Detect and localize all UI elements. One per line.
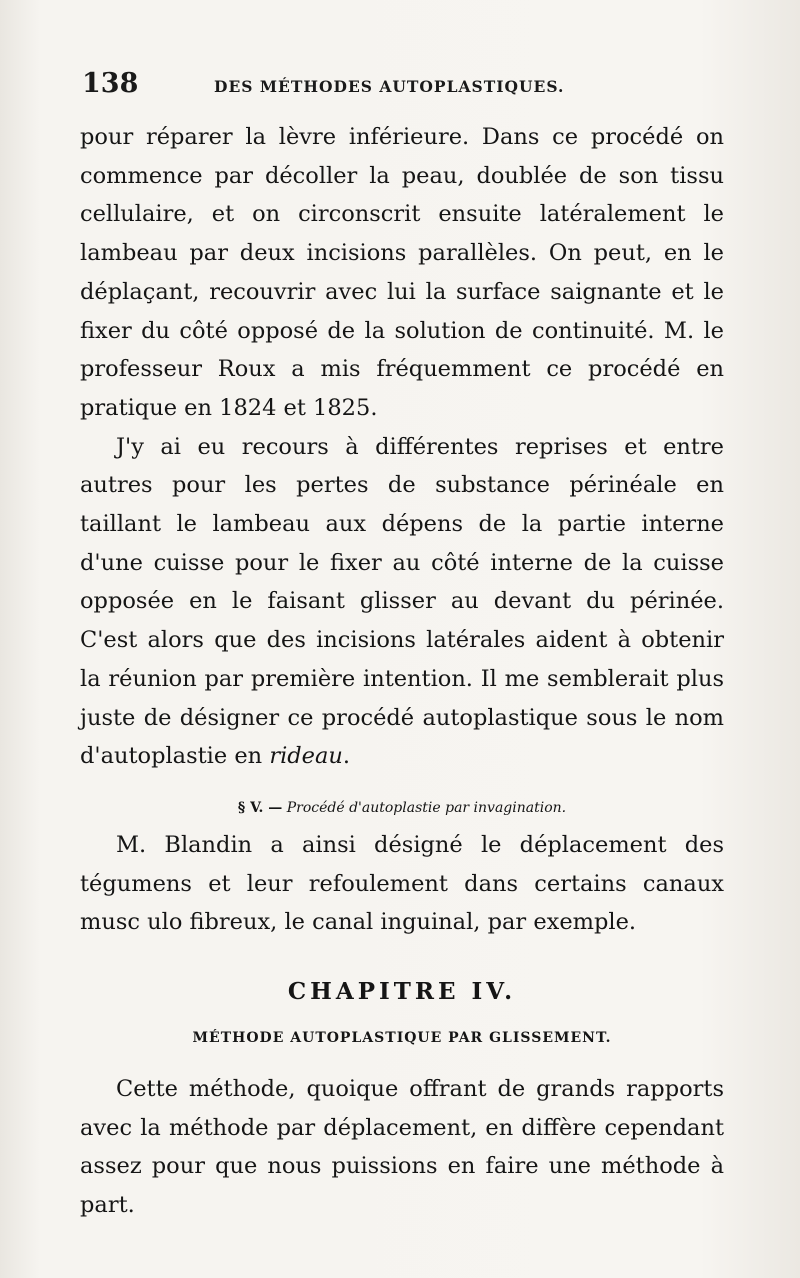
paragraph-continuation: pour réparer la lèvre inférieure. Dans ce procédé on commence par décoller la peau, doublée de son tissu cellulaire, et on circonscrit ensuite latéralement le lambeau par deux incisions parallèles. On peut, en le déplaçant, recouvrir avec lui la surface saignante et le fixer du côté opposé de la solution de continuité. M. le professeur Roux a mis fréquemment ce procédé en pratique en 1824 et 1825. <box>80 124 724 421</box>
section-heading <box>80 798 724 818</box>
section-label: § V. — <box>237 799 283 816</box>
paragraph-glissement: Cette méthode, quoique offrant de grands rapports avec la méthode par déplacement, en diffère cependant assez pour que nous puissions en faire une méthode à part. <box>80 1076 724 1219</box>
body-text <box>80 118 724 1225</box>
paragraph-rideau <box>80 428 724 776</box>
running-header <box>82 68 702 104</box>
paragraph-rideau-end: . <box>342 743 351 770</box>
chapter-title: CHAPITRE IV. <box>287 978 517 1006</box>
paragraph-rideau-italic: rideau <box>269 743 343 770</box>
running-title: DES MÉTHODES AUTOPLASTIQUES. <box>214 77 565 96</box>
page-number: 138 <box>82 68 139 99</box>
paragraph-rideau-text: J'y ai eu recours à différentes reprises et entre autres pour les pertes de substance périnéale en taillant le lambeau aux dépens de la partie interne d'une cuisse pour le fixer au côté interne de la cuisse opposée en le faisant glisser au devant du périnée. C'est alors que des incisions latérales aident à obtenir la réunion par première intention. Il me semblerait plus juste de désigner ce procédé autoplastique sous le nom d'autoplastie en <box>80 433 724 770</box>
chapter-subtitle: MÉTHODE AUTOPLASTIQUE PAR GLISSEMENT. <box>192 1030 612 1047</box>
paragraph-invagination: M. Blandin a ainsi désigné le déplacement des tégumens et leur refoulement dans certains canaux musc ulo fibreux, le canal inguinal, par exemple. <box>80 831 724 936</box>
section-title: Procédé d'autoplastie par invagination. <box>286 799 567 816</box>
